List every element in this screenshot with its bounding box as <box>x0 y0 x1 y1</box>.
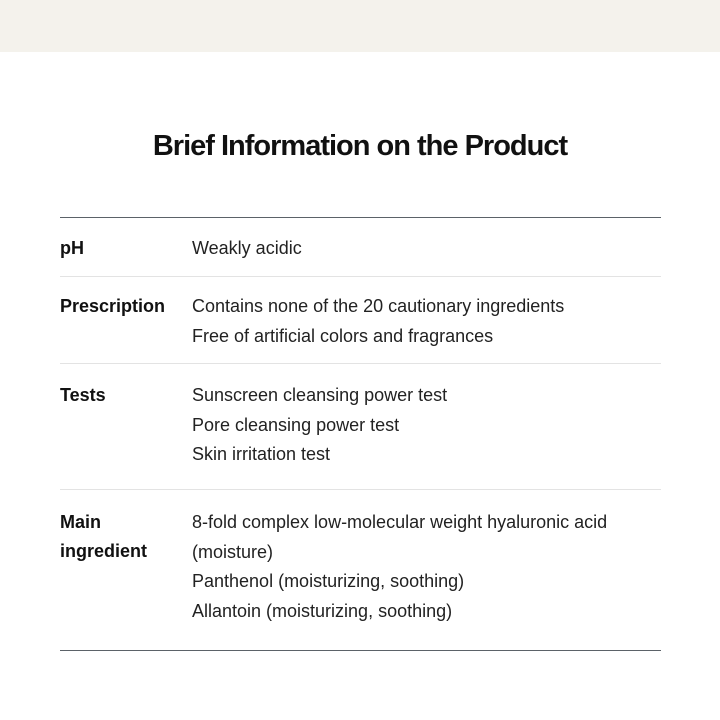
row-value: (moisture) <box>192 541 274 562</box>
row-value: Contains none of the 20 cautionary ingredients <box>192 296 565 316</box>
row-label: Prescription <box>60 296 166 316</box>
row-value: Skin irritation test <box>192 444 331 464</box>
row-values <box>192 292 661 363</box>
row-label: Tests <box>60 385 106 405</box>
row-label: pH <box>60 238 84 258</box>
table-row-tests <box>60 363 661 489</box>
table-row-prescription <box>60 276 661 363</box>
row-label-line: ingredient <box>60 541 148 561</box>
row-values <box>192 508 661 650</box>
row-value: 8-fold complex low-molecular weight hyaluronic acid <box>192 512 608 532</box>
table-row-main-ingredient <box>60 489 661 650</box>
product-info-table <box>60 217 661 651</box>
table-row-ph <box>60 218 661 276</box>
row-value: Panthenol (moisturizing, soothing) <box>192 571 465 591</box>
top-background-band <box>0 0 720 52</box>
row-values <box>192 381 661 489</box>
row-value: Sunscreen cleansing power test <box>192 385 448 405</box>
row-label-main-ingredient <box>60 508 192 650</box>
row-value: Allantoin (moisturizing, soothing) <box>192 600 453 621</box>
row-value: Pore cleansing power test <box>192 414 400 435</box>
row-label-line: Main <box>60 512 102 532</box>
row-values <box>192 234 661 276</box>
page-title: Brief Information on the Product <box>152 130 568 162</box>
row-value: Weakly acidic <box>192 238 302 258</box>
row-value: Free of artificial colors and fragrances <box>192 325 494 346</box>
